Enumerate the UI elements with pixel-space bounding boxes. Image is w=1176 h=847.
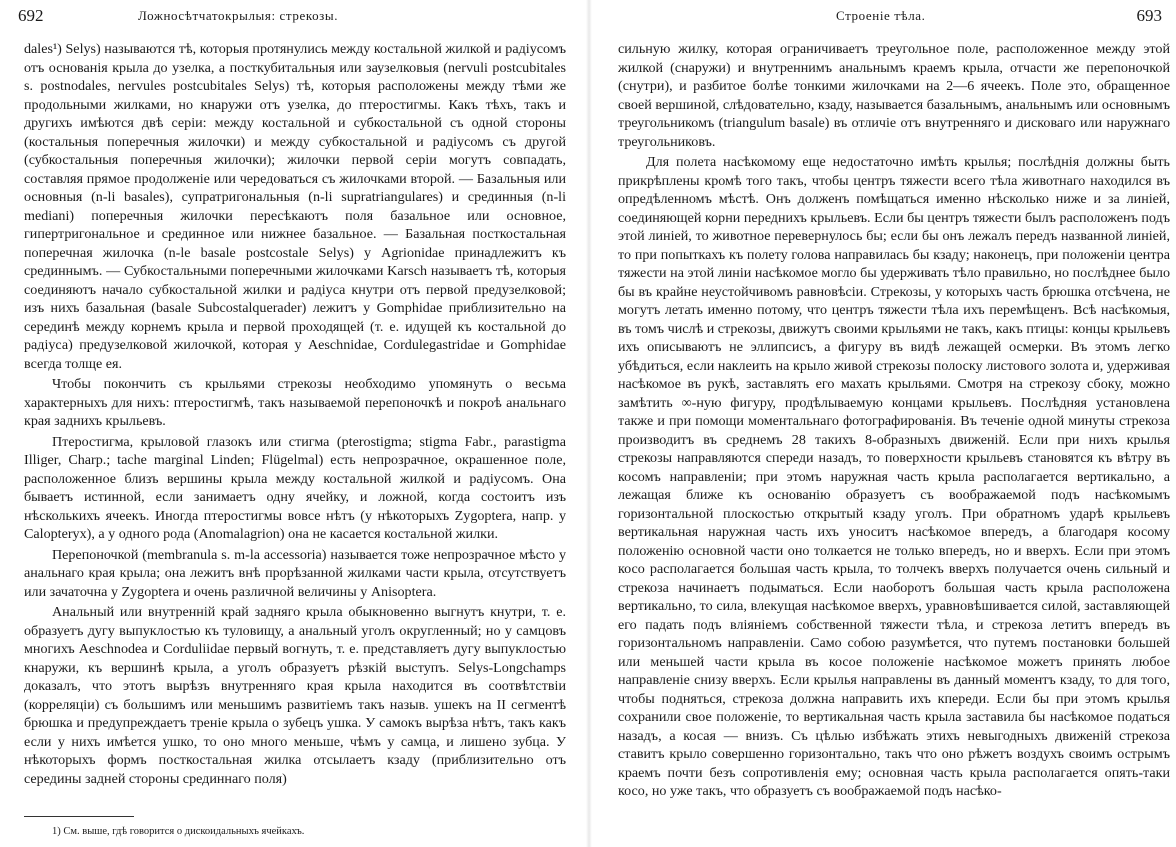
paragraph: сильную жилку, которая ограничиваетъ треугольное поле, расположенное между этой жилкой (снаружи) и внутреннимъ анальнымъ краемъ крыла, отчасти же перепоночкой (снутри), и разбитое болѣе тонкими жилочками на 2—6 ячеекъ. Поле это, обращенное своей вершиной, слѣдовательно, кзаду, называется базальнымъ, анальнымъ или основнымъ треугольникомъ (triangulum basale) въ отличіе отъ внутренняго и дисковаго или наружнаго треугольниковъ. (618, 41, 1170, 150)
paragraph: Птеростигма, крыловой глазокъ или стигма (pterostigma; stigma Fabr., parastigma Illiger, Charp.; tache marginal Linden; Flügelmal) есть непрозрачное, окрашенное поле, расположенное близъ вершины крыла между костальной жилкой и радіусомъ. Она бываетъ истинной, если занимаетъ одну ячейку, и ложной, когда состоитъ изъ нѣсколькихъ ячеекъ. Иногда птеростигмы вовсе нѣтъ (у нѣкоторыхъ Zygoptera, напр. у Calopteryx), а у одного рода (Anomalagrion) она не касается костальной жилки. (24, 433, 566, 542)
left-page-header (18, 6, 568, 28)
left-page (0, 0, 578, 847)
right-page-header (616, 6, 1166, 28)
footnote: 1) См. выше, гдѣ говорится о дискоидальныхъ ячейкахъ. (52, 826, 305, 837)
left-page-number: 692 (18, 6, 44, 25)
book-gutter (586, 0, 592, 847)
left-page-body (24, 40, 566, 790)
paragraph: Анальный или внутренній край задняго крыла обыкновенно выгнутъ кнутри, т. е. образуетъ дугу выпуклостью къ туловищу, а анальный уголъ округленный; но у самцовъ многихъ Aeschnodea и Corduliidae первый вогнуть, т. е. представляетъ дугу выпуклостью кнаружи, къ вершинѣ крыла, а уголъ образуетъ рѣзкій выступъ. Selys-Longchamps доказалъ, что этотъ вырѣзъ внутренняго края крыла находится въ соотвѣтствіи (корреляціи) съ большимъ или меньшимъ развитіемъ такъ назыв. ушекъ на II сегментѣ брюшка и предупреждаетъ треніе крыла о зубецъ ушка. У самокъ вырѣза нѣтъ, такъ какъ если у нихъ имѣется ушко, то оно много меньше, чѣмъ у самца, и лишено зубца. У нѣкоторыхъ формъ посткостальная жилка отсылаетъ кзаду (приблизительно отъ середины задней стороны срединнаго поля) (24, 604, 566, 787)
paragraph: Чтобы покончить съ крыльями стрекозы необходимо упомянуть о весьма характерныхъ для нихъ: птеростигмѣ, такъ называемой перепоночкѣ и покроѣ анальнаго края заднихъ крыльевъ. (24, 376, 566, 429)
right-page (598, 0, 1176, 847)
right-running-title: Строеніе тѣла. (836, 8, 926, 23)
left-running-title: Ложносѣтчатокрылыя: стрекозы. (138, 8, 339, 23)
right-page-body (618, 40, 1170, 803)
right-page-number: 693 (1136, 6, 1162, 25)
paragraph: dales¹) Selys) называются тѣ, которыя протянулись между костальной жилкой и радіусомъ отъ основанія крыла до узелка, а посткубитальныя или заузелковыя (nervuli postcubitales s. postnodales, nervules postcubitales Selys) тѣ, которыя расположены между тѣми же продольными жилками, но кнаружи отъ узелка, до птеростигмы. Какъ тѣхъ, такъ и другихъ имѣются двѣ серіи: между костальной и субкостальной съ одной стороны (костальныя поперечныя жилочки) и между субкостальной и радіусомъ съ другой (субкостальныя поперечныя жилочки); жилочки первой серіи могутъ совпадать, составляя прямое продолженіе или чередоваться съ жилочками второй. — Базальныя или основныя (n-li basales), супратригональныя (n-li supratriangulares) и срединныя (n-li mediani) поперечныя жилочки пересѣкаютъ поля базальное или основное, гипертригональное и срединное или нижнее базальное. — Базальная посткостальная поперечная жилочка (n-le basale postcostale Selys) у Agrionidae принадлежитъ къ срединнымъ. — Субкостальными поперечными жилочками Karsch называетъ тѣ, которыя соединяютъ начало субкостальной жилки и радіуса кнутри отъ первой предузелковой; изъ нихъ базальная (basale Subcostalquerader) лежитъ у Gomphidae приблизительно на серединѣ между корнемъ крыла и первой проходящей (т. е. идущей къ костальной до радіуса) предузелковой жилочкой, которая у Aeschnidae, Cordulegastridae и Gomphidae всегда толще ея. (24, 41, 566, 372)
paragraph: Для полета насѣкомому еще недостаточно имѣть крылья; послѣднія должны быть прикрѣплены кромѣ того такъ, чтобы центръ тяжести всего тѣла животнаго находился въ опредѣленномъ мѣстѣ. Онъ долженъ помѣщаться именно нѣсколько ниже и за линіей, соединяющей корни переднихъ крыльевъ. Если бы центръ тяжести былъ расположенъ подъ этой линіей, то животное перевернулось бы; если бы онъ лежалъ передъ названной линіей, то при попыткахъ къ полету голова направилась бы кзаду; наконецъ, при положеніи центра тяжести на этой линіи насѣкомое могло бы удерживать тѣло правильно, но послѣднее было бы въ крайне неустойчивомъ равновѣсіи. Стрекозы, у которыхъ часть брюшка отсѣчена, не могутъ летать именно потому, что центръ тяжести тѣла ихъ перемѣщенъ. Всѣ насѣкомыя, въ томъ числѣ и стрекозы, движутъ своими крыльями не такъ, какъ птицы: концы крыльевъ ихъ описываютъ не эллипсисъ, а фигуру въ видѣ лежащей осмерки. Въ этомъ легко убѣдиться, если наклеить на крыло живой стрекозы полоску листового золота и, удерживая насѣкомое въ рукѣ, заставлять его махать крыльями. Смотря на стрекозу сбоку, можно замѣтить ∞-ную фигуру, продѣлываемую концами крыльевъ. Послѣдняя установлена также и при помощи моментальнаго фотографированія. Въ теченіе одной минуты стрекоза производитъ въ среднемъ 28 такихъ 8-образныхъ движеній. Если при нихъ крылья стрекозы направляются спереди назадъ, то поверхности крыльевъ становятся къ вѣтру въ косомъ направленіи; при этомъ наружная часть крыла располагается вертикально, а лежащая ближе къ основанію образуетъ съ воображаемой подъ насѣкомымъ горизонтальной плоскостью открытый кзаду уголъ. При обратномъ ударѣ крыльевъ вертикальная наружная часть ихъ уноситъ насѣкомое впередъ, а благодаря косому положенію основной части оно толкается не только впередъ, но и вверхъ. Если при этомъ косо располагается большая часть крыла, то толчекъ вверхъ получается очень сильный и стрекоза начинаетъ подыматься. Если наоборотъ большая часть крыла расположена вертикально, то сила, влекущая насѣкомое вверхъ, уравновѣшивается силой, заставляющей его падать подъ вліяніемъ собственной тяжести тѣла, и стрекоза летитъ впередъ въ горизонтальномъ направленіи. Само собою разумѣется, что путемъ постановки большей или меньшей части крыла въ косое положеніе насѣкомое можетъ принять любое направленіе снизу вверхъ. Если крылья направлены въ данный моментъ кзаду, то для того, чтобы подняться, стрекоза должна направить ихъ кпереди. Если бы при этомъ крылья сохранили свое положеніе, то вертикальная часть крыла заставила бы насѣкомое податься назадъ, а косая — внизъ. Съ цѣлью избѣжать этихъ невыгодныхъ движеній стрекоза ставитъ крыло совершенно горизонтально, такъ что оно рѣжетъ воздухъ своимъ острымъ краемъ почти безъ сопротивленія ему; основная часть крыла располагается опять-таки косо, но уже такъ, что образуетъ съ воображаемой подъ насѣко- (618, 154, 1170, 799)
footnote-rule (24, 816, 134, 817)
paragraph: Перепоночкой (membranula s. m-la accessoria) называется тоже непрозрачное мѣсто у анальнаго края крыла; она лежитъ внѣ прорѣзанной жилками части крыла, отсутствуетъ или зачаточна у Zygoptera и очень различной величины у Anisoptera. (24, 546, 566, 600)
